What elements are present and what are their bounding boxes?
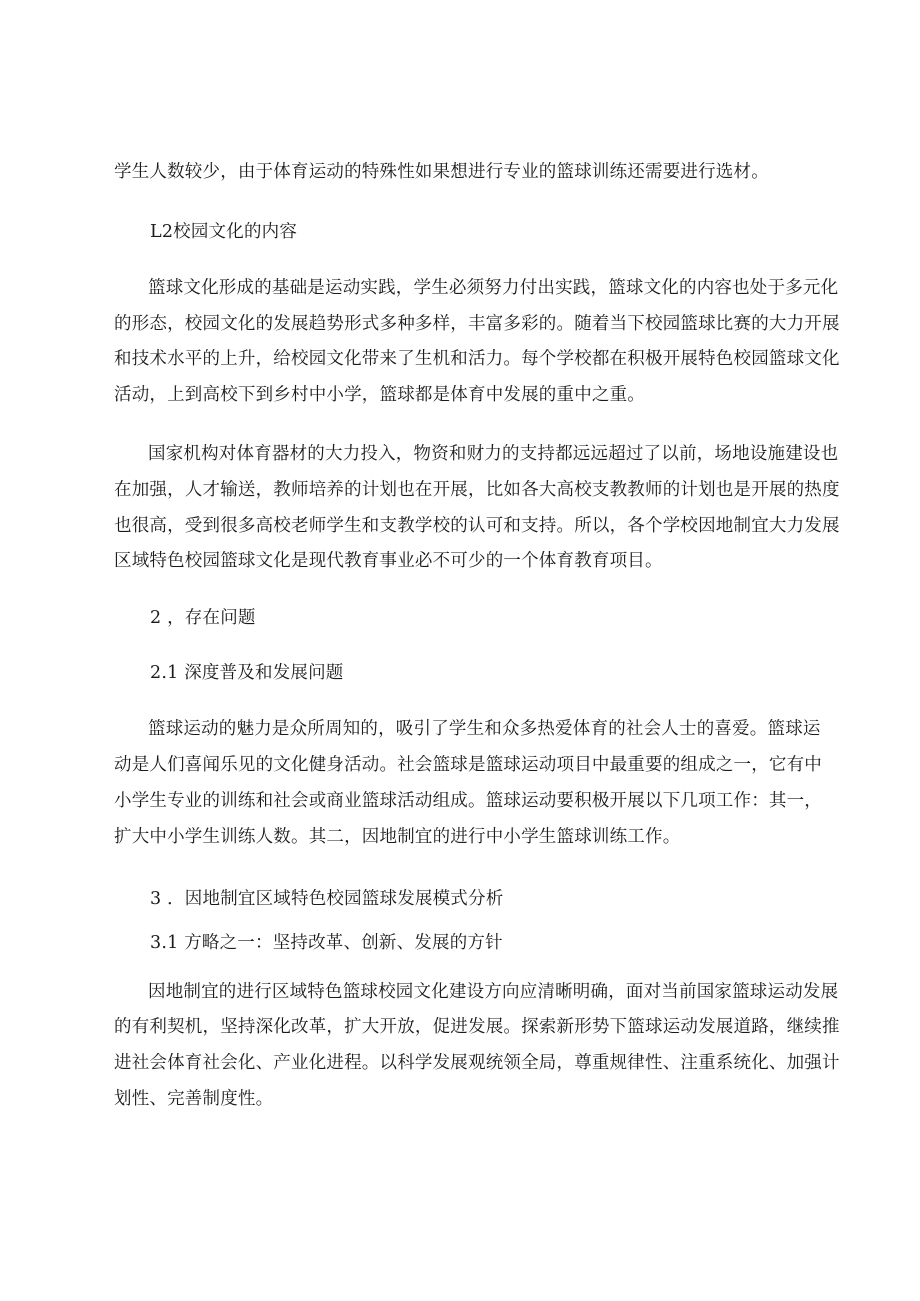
- text-line: 篮球文化形成的基础是运动实践，学生必须努力付出实践，篮球文化的内容也处于多元化: [148, 278, 839, 298]
- text-line: 区域特色校园篮球文化是现代教育事业必不可少的一个体育教育项目。: [114, 551, 663, 571]
- text-line: 也很高，受到很多高校老师学生和支教学校的认可和支持。所以，各个学校因地制宜大力发展: [114, 516, 840, 536]
- text-line: 小学生专业的训练和社会或商业篮球活动组成。篮球运动要积极开展以下几项工作：其一，: [114, 791, 822, 811]
- text-line: 的有利契机，坚持深化改革，扩大开放，促进发展。探索新形势下篮球运动发展道路，继续推: [114, 1017, 840, 1037]
- text-line: 国家机构对体育器材的大力投入，物资和财力的支持都远远超过了以前，场地设施建设也: [148, 444, 839, 464]
- section-heading-2-1: 2.1 深度普及和发展问题: [150, 663, 344, 683]
- text-line: 学生人数较少，由于体育运动的特殊性如果想进行专业的篮球训练还需要进行选材。: [114, 162, 769, 182]
- text-line: 活动，上到高校下到乡村中小学，篮球都是体育中发展的重中之重。: [114, 385, 645, 405]
- text-line: 的形态，校园文化的发展趋势形式多种多样，丰富多彩的。随着当下校园篮球比赛的大力开展: [114, 314, 840, 334]
- text-line: 在加强，人才输送，教师培养的计划也在开展，比如各大高校支教教师的计划也是开展的热度: [114, 480, 840, 500]
- text-line: 和技术水平的上升，给校园文化带来了生机和活力。每个学校都在积极开展特色校园篮球文化: [114, 349, 840, 369]
- text-line: 动是人们喜闻乐见的文化健身活动。社会篮球是篮球运动项目中最重要的组成之一，它有中: [114, 755, 822, 775]
- section-heading-2: 2 ，存在问题: [150, 608, 256, 628]
- text-line: 因地制宜的进行区域特色篮球校园文化建设方向应清晰明确，面对当前国家篮球运动发展: [148, 982, 839, 1002]
- text-line: 篮球运动的魅力是众所周知的，吸引了学生和众多热爱体育的社会人士的喜爱。篮球运: [148, 719, 821, 739]
- section-heading-3: 3 ．因地制宜区域特色校园篮球发展模式分析: [150, 889, 504, 909]
- text-line: 扩大中小学生训练人数。其二，因地制宜的进行中小学生篮球训练工作。: [114, 827, 681, 847]
- text-line: 进社会体育社会化、产业化进程。以科学发展观统领全局，尊重规律性、注重系统化、加强计: [114, 1053, 840, 1073]
- section-heading-1-2: L2校园文化的内容: [150, 222, 298, 242]
- section-heading-3-1: 3.1 方略之一：坚持改革、创新、发展的方针: [150, 933, 503, 953]
- text-line: 划性、完善制度性。: [114, 1089, 274, 1109]
